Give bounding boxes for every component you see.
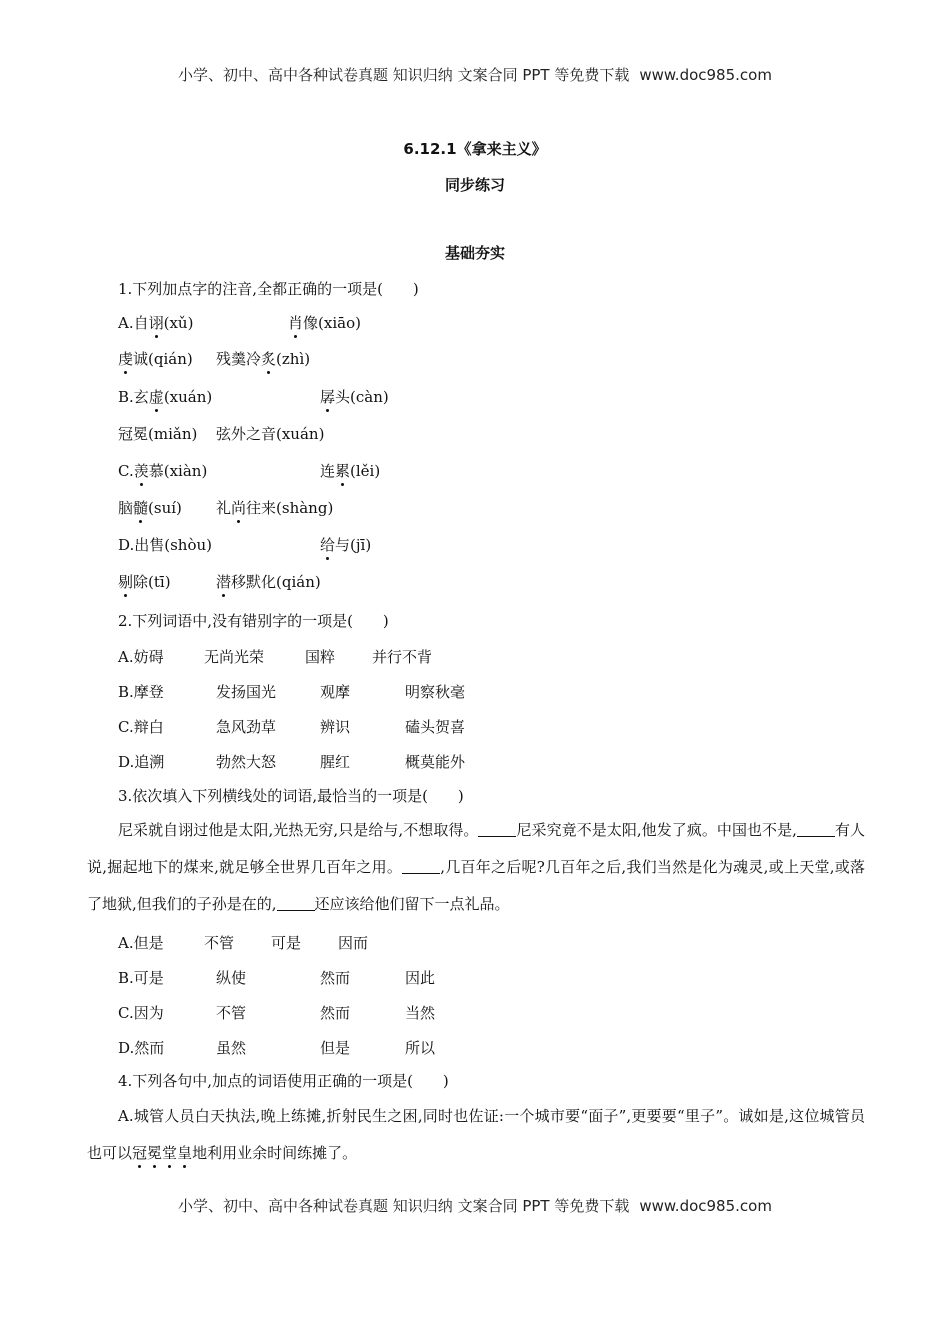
page-header — [0, 64, 950, 85]
emphasis-mark: 剔 — [118, 573, 134, 591]
emphasis-mark: 孱 — [320, 388, 336, 406]
q4-stem: 4.下列各句中,加点的词语使用正确的一项是( ) — [118, 1072, 449, 1090]
emphasis-mark: 累 — [335, 462, 351, 480]
blank-line — [277, 895, 315, 911]
emphasis-mark: 皇 — [177, 1144, 193, 1162]
q1-option-b-line1: B.玄虚(xuán) 孱头(càn) — [118, 388, 389, 406]
emphasis-mark: 冕 — [147, 1144, 163, 1162]
footer-text: 小学、初中、高中各种试卷真题 知识归纳 文案合同 PPT 等免费下载 — [178, 1197, 630, 1215]
emphasis-mark: 给 — [320, 536, 336, 554]
q1-option-a-line2: 虔诚(qián) 残羹冷炙(zhì) — [118, 350, 311, 368]
q1-option-d-line1: D.出售(shòu) 给与(jī) — [118, 536, 372, 554]
page-footer — [0, 1195, 950, 1216]
emphasis-mark: 肖 — [288, 314, 304, 332]
q3-stem: 3.依次填入下列横线处的词语,最恰当的一项是( ) — [118, 787, 464, 805]
q4-option-a: A.城管人员白天执法,晚上练摊,折射民生之困,同时也佐证:一个城市要“面子”,更要要“里子”。诚如是,这位城管员也可以冠冕堂皇地利用业余时间练摊了。 — [87, 1107, 865, 1162]
emphasis-mark: 潜 — [216, 573, 232, 591]
emphasis-mark: 炙 — [261, 350, 277, 368]
emphasis-mark: 虚 — [148, 388, 164, 406]
emphasis-mark: 堂 — [162, 1144, 178, 1162]
blank-line — [797, 821, 835, 837]
emphasis-mark: 尚 — [231, 499, 247, 517]
blank-line — [402, 858, 440, 874]
emphasis-mark: 诩 — [148, 314, 164, 332]
emphasis-mark: 髓 — [133, 499, 149, 517]
q2-stem: 2.下列词语中,没有错别字的一项是( ) — [118, 612, 389, 630]
q1-option-c-line1: C.羡慕(xiàn) 连累(lěi) — [118, 462, 381, 480]
q3-passage: 尼采就自诩过他是太阳,光热无穷,只是给与,不想取得。 尼采究竟不是太阳,他发了疯。中国也不是, 有人说,掘起地下的煤来,就足够全世界几百年之用。 ,几百年之后呢?几百年之后,我们当然是化为魂灵,或上天堂,或落了地狱,但我们的子孙是在的, 还应该给他们留下一点礼品。 — [87, 821, 865, 913]
emphasis-mark: 虔 — [118, 350, 134, 368]
header-text: 小学、初中、高中各种试卷真题 知识归纳 文案合同 PPT 等免费下载 — [178, 66, 630, 84]
q1-option-c-line2: 脑髓(suí) 礼尚往来(shàng) — [118, 499, 334, 517]
footer-url[interactable]: www.doc985.com — [639, 1197, 772, 1215]
page-subtitle: 同步练习 — [444, 176, 505, 194]
emphasis-mark: 羡 — [133, 462, 149, 480]
page-title: 6.12.1《拿来主义》 — [403, 140, 547, 158]
q1-option-d-line2: 剔除(tī) 潜移默化(qián) — [118, 573, 321, 591]
header-url[interactable]: www.doc985.com — [639, 66, 772, 84]
emphasis-mark: 冠 — [132, 1144, 148, 1162]
q1-option-a-line1: A.自诩(xǔ) 肖像(xiāo) — [118, 314, 361, 332]
section-heading: 基础夯实 — [444, 244, 505, 262]
q1-option-b-line2: 冠冕(miǎn) 弦外之音(xuán) — [118, 425, 325, 443]
q1-stem: 1.下列加点字的注音,全都正确的一项是( ) — [118, 280, 419, 298]
blank-line — [478, 821, 516, 837]
